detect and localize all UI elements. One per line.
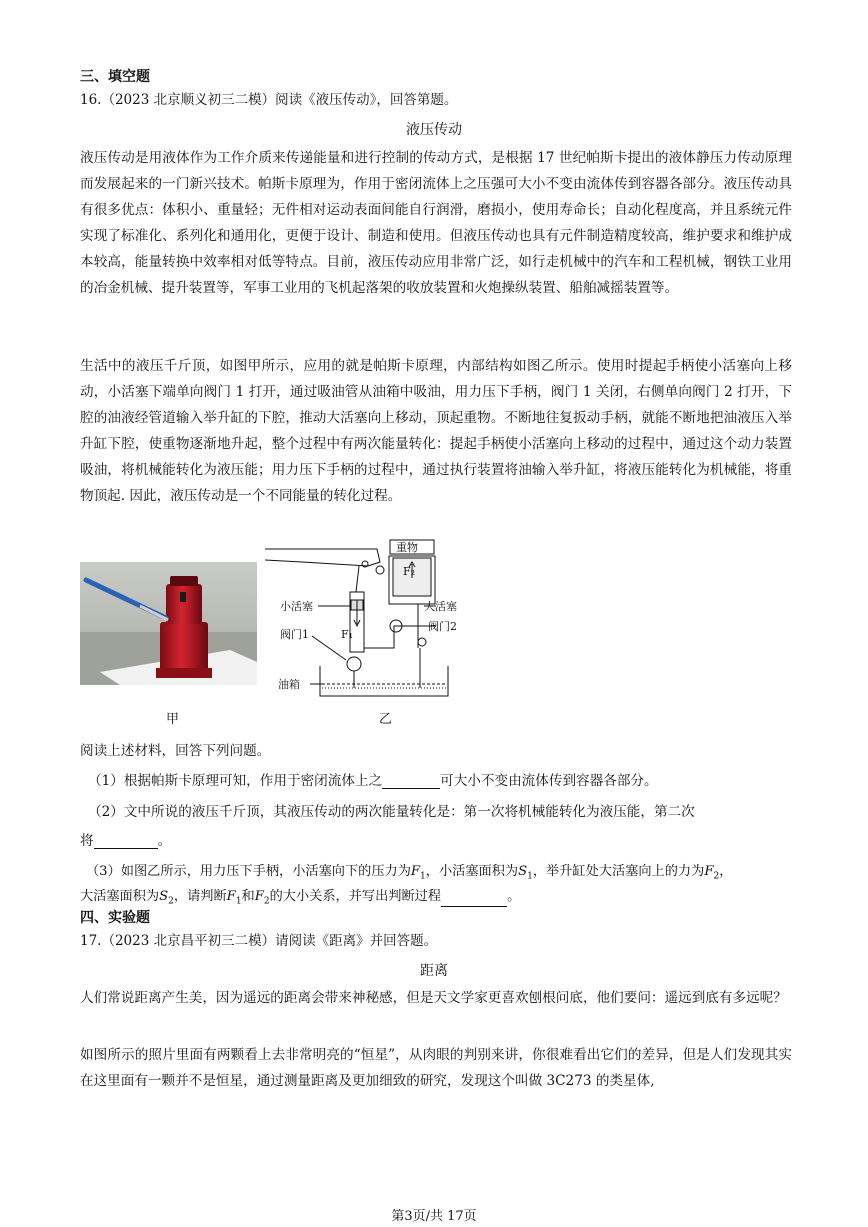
question-16-header: 16.（2023 北京顺义初三二模）阅读《液压传动》，回答第题。 xyxy=(80,92,458,108)
valve-2-label: 阀门2 xyxy=(428,620,457,633)
q16-intro: 阅读上述材料，回答下列问题。 xyxy=(80,743,271,759)
article-title-hydraulic: 液压传动 xyxy=(406,122,462,138)
handle-joint xyxy=(376,566,384,574)
handle-link xyxy=(356,566,359,592)
f1-label: F₁ xyxy=(341,628,354,641)
figure-caption-yi: 乙 xyxy=(379,712,393,727)
q16-sub3-line1: （3）如图乙所示，用力压下手柄，小活塞向下的压力为$F_1$，小活塞面积为$S_1$，举升缸处大活塞向上的力为$F_2$， xyxy=(86,864,733,882)
figure-caption-jia: 甲 xyxy=(166,712,180,727)
section-heading-experiment: 四、实验题 xyxy=(80,910,150,926)
handle-lever xyxy=(265,549,380,566)
answer-blank-2[interactable] xyxy=(94,834,158,849)
small-piston-label: 小活塞 xyxy=(280,600,313,613)
q17-paragraph-2: 如图所示的照片里面有两颗看上去非常明亮的“恒星”，从肉眼的判别来讲，你很难看出它们的差异，但是人们发现其实在这里面有一颗并不是恒星，通过测量距离及更加细致的研究，发现这个叫做 3C273 的类星体, xyxy=(80,1047,792,1089)
section-heading-fill-blank: 三、填空题 xyxy=(80,69,150,85)
hydraulic-jack-diagram xyxy=(262,538,462,700)
q16-paragraph-1: 液压传动是用液体作为工作介质来传递能量和进行控制的传动方式，是根据 17 世纪帕斯卡提出的液体静压力传动原理而发展起来的一门新兴技术。帕斯卡原理为，作用于密闭流体上之压强可大小不变由流体传到容器各部分。液压传动具有很多优点：体积小、重量轻；无件相对运动表面间能自行润滑，磨损小，使用寿命长；自动化程度高，并且系统元件实现了标准化、系列化和通用化，更便于设计、制造和使用。但液压传动也具有元件制造精度较高，维护要求和维护成本较高，能量转换中效率相对低等特点。目前，液压传动应用非常广泛，如行走机械中的汽车和工程机械，钢铁工业用的冶金机械、提升装置等，军事工业用的飞机起落架的收放装置和火炮操纵装置、船舶减摇装置等。 xyxy=(80,150,792,296)
q16-sub1: （1）根据帕斯卡原理可知，作用于密闭流体上之 可大小不变由流体传到容器各部分。 xyxy=(88,773,658,789)
q16-sub2-line2: 将 。 xyxy=(80,833,172,849)
q16-sub3-line2: 大活塞面积为$S_2$，请判断$F_1$和$F_2$的大小关系，并写出判断过程 。 xyxy=(80,889,521,907)
big-piston-label: 大活塞 xyxy=(424,600,457,613)
article-title-distance: 距离 xyxy=(420,963,448,979)
q16-sub2-line1: （2）文中所说的液压千斤顶，其液压传动的两次能量转化是：第一次将机械能转化为液压能，第二次 xyxy=(88,804,695,820)
question-17-header: 17.（2023 北京昌平初三二模）请阅读《距离》并回答题。 xyxy=(80,933,438,949)
f2-label: F₂ xyxy=(403,565,416,578)
q17-paragraph-1: 人们常说距离产生美，因为遥远的距离会带来神秘感，但是天文学家更喜欢刨根问底，他们要问：遥远到底有多远呢？ xyxy=(80,990,787,1006)
oil-tank-label: 油箱 xyxy=(278,678,300,691)
answer-blank-1[interactable] xyxy=(382,774,440,789)
valve-1-ball xyxy=(347,657,361,671)
q16-paragraph-2: 生活中的液压千斤顶，如图甲所示，应用的就是帕斯卡原理，内部结构如图乙所示。使用时提起手柄使小活塞向上移动，小活塞下端单向阀门 1 打开，通过吸油管从油箱中吸油，用力压下手柄，阀门 1 关闭，右侧单向阀门 2 打开，下腔的油液经管道输入举升缸的下腔，推动大活塞向上移动，顶起重物。不断地往复扳动手柄，就能不断地把油液压入举升缸下腔，使重物逐渐地升起，整个过程中有两次能量转化：提起手柄使小活塞向上移动的过程中，通过这个动力装置吸油，将机械能转化为液压能；用力压下手柄的过程中，通过执行装置将油输入举升缸，将液压能转化为机械能，将重物顶起. 因此，液压传动是一个不同能量的转化过程。 xyxy=(80,358,792,504)
answer-blank-3[interactable] xyxy=(441,892,507,907)
oil-tank xyxy=(320,666,448,696)
weight-label: 重物 xyxy=(396,541,418,554)
hydraulic-jack-photo xyxy=(80,562,257,685)
valve-1-label: 阀门1 xyxy=(280,628,309,641)
page-footer: 第3页/共 17页 xyxy=(391,1209,477,1224)
connecting-pipe xyxy=(364,626,402,648)
